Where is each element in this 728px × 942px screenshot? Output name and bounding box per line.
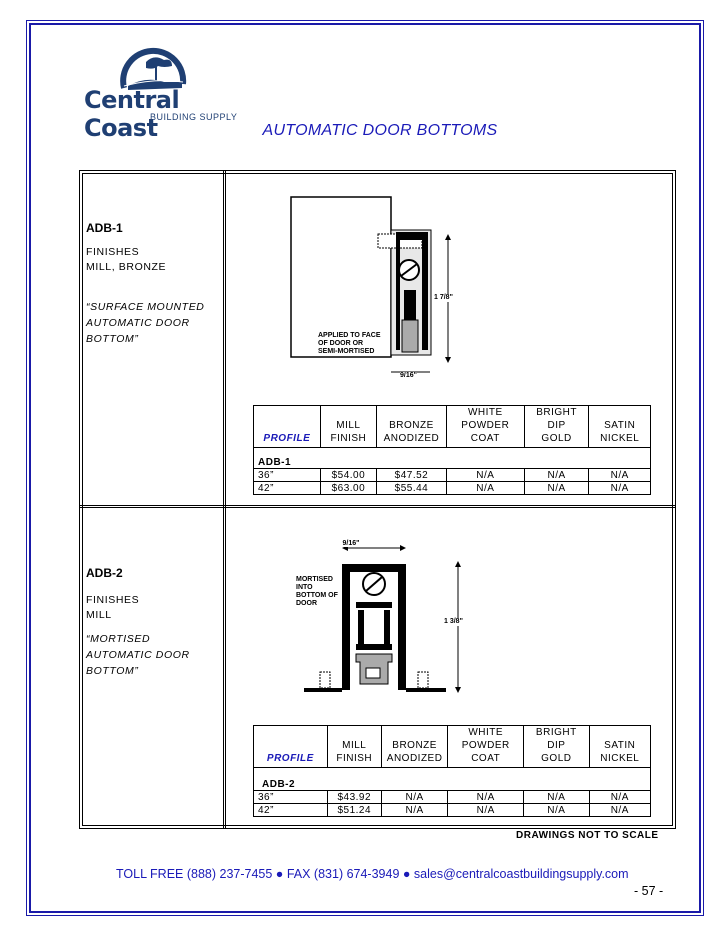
column-header: BRONZE ANODIZED	[381, 726, 448, 768]
product-model: ADB-1	[86, 221, 123, 235]
finishes-label: FINISHES	[86, 246, 140, 258]
column-header: SATIN NICKEL	[589, 406, 651, 448]
column-header: SATIN NICKEL	[589, 726, 650, 768]
description-line: “SURFACE MOUNTED	[86, 301, 205, 313]
logo-name: Central Coast	[84, 86, 180, 142]
door-bottom-profile-icon	[288, 190, 468, 390]
dimension-width: 9/16"	[336, 540, 366, 547]
note-line: OF DOOR OR	[318, 340, 364, 347]
contact-footer: TOLL FREE (888) 237-7455 ● FAX (831) 674-3949 ● sales@centralcoastbuildingsupply.com	[116, 867, 629, 881]
note-line: DOOR	[296, 600, 317, 607]
grid-divider-vertical	[223, 170, 226, 829]
price-table-adb-2	[253, 725, 651, 817]
dimension-height: 1 3/8"	[444, 618, 463, 625]
drawing-note	[318, 332, 381, 356]
table-row: 36” $43.92 N/A N/A N/A N/A	[254, 791, 651, 804]
column-header: WHITE POWDER COAT	[446, 406, 524, 448]
note-line: BOTTOM OF	[296, 592, 338, 599]
page-number: - 57 -	[634, 884, 664, 898]
table-row: 42” $63.00 $55.44 N/A N/A N/A	[254, 482, 651, 495]
profile-header: PROFILE	[254, 406, 321, 448]
description-line: AUTOMATIC DOOR	[86, 649, 190, 661]
column-header: WHITE POWDER COAT	[448, 726, 524, 768]
column-header: MILL FINISH	[320, 406, 376, 448]
drawing-note	[296, 576, 338, 608]
finishes-value: MILL	[86, 609, 112, 621]
page-title: AUTOMATIC DOOR BOTTOMS	[262, 122, 498, 139]
scale-note: DRAWINGS NOT TO SCALE	[516, 830, 659, 841]
dimension-width: 9/16"	[400, 372, 417, 379]
dimension-height: 1 7/8"	[434, 294, 453, 301]
table-row: 36” $54.00 $47.52 N/A N/A N/A	[254, 469, 651, 482]
product-model: ADB-2	[86, 566, 123, 580]
note-line: MORTISED	[296, 576, 333, 583]
note-line: APPLIED TO FACE	[318, 332, 381, 339]
description-line: BOTTOM”	[86, 333, 139, 345]
finishes-value: MILL, BRONZE	[86, 261, 167, 273]
table-row: 42” $51.24 N/A N/A N/A N/A	[254, 804, 651, 817]
description-line: BOTTOM”	[86, 665, 139, 677]
adb-2-drawing	[296, 540, 486, 700]
company-logo	[84, 42, 254, 142]
product-description	[86, 299, 205, 347]
grid-divider-horizontal	[79, 505, 676, 508]
table-subheader: ADB-1	[254, 448, 651, 469]
price-table-adb-1	[253, 405, 651, 495]
logo-tagline: BUILDING SUPPLY	[150, 112, 238, 122]
profile-header: PROFILE	[254, 726, 328, 768]
column-header: MILL FINISH	[327, 726, 381, 768]
description-line: AUTOMATIC DOOR	[86, 317, 190, 329]
adb-1-drawing	[288, 190, 468, 390]
product-description	[86, 631, 190, 679]
column-header: BRIGHT DIP GOLD	[524, 726, 589, 768]
finishes-label: FINISHES	[86, 594, 140, 606]
column-header: BRONZE ANODIZED	[377, 406, 447, 448]
note-line: SEMI-MORTISED	[318, 348, 375, 355]
column-header: BRIGHT DIP GOLD	[524, 406, 589, 448]
description-line: “MORTISED	[86, 633, 151, 645]
note-line: INTO	[296, 584, 313, 591]
table-subheader: ADB-2	[254, 768, 651, 791]
